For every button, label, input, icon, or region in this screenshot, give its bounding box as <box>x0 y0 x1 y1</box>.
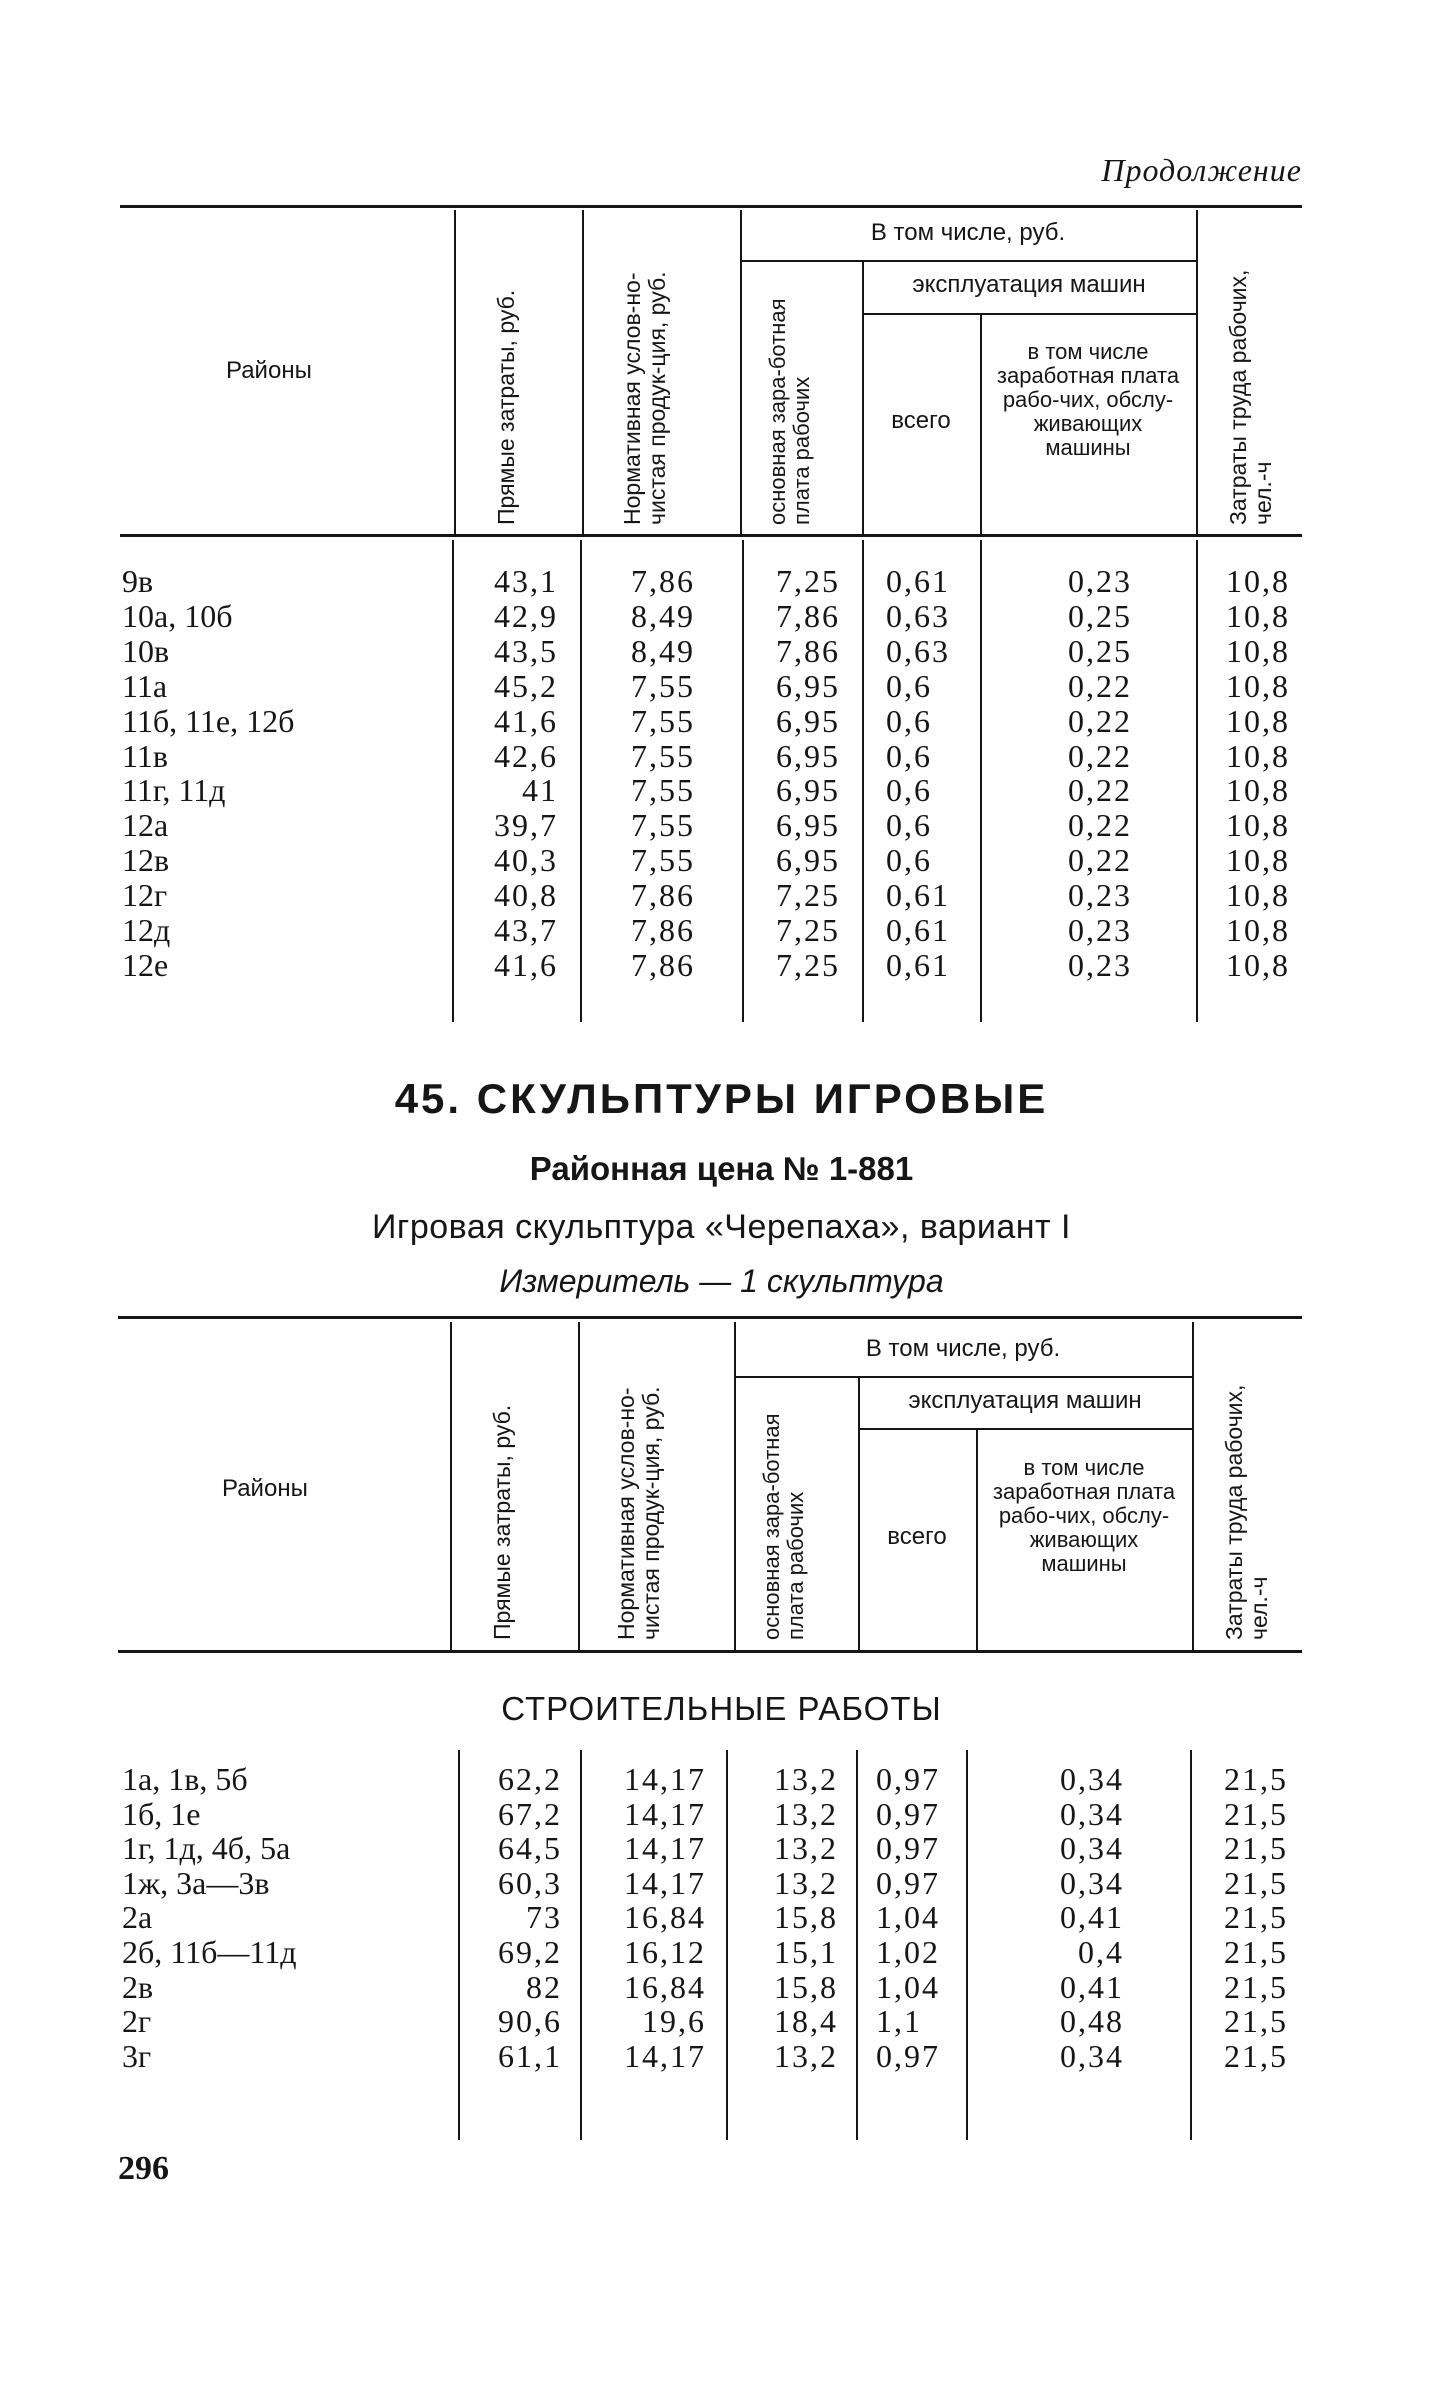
cell-direct: 64,5 <box>498 1830 562 1867</box>
table-row <box>0 1970 1443 2005</box>
cell-direct: 73 <box>526 1899 562 1936</box>
table1-header-divider <box>582 210 584 534</box>
cell-normative: 7,55 <box>631 702 695 739</box>
cell-wages: 13,2 <box>774 1864 838 1901</box>
cell-normative: 19,6 <box>642 2003 706 2040</box>
cell-wages: 15,8 <box>774 1899 838 1936</box>
table-row <box>0 1762 1443 1797</box>
cell-region: 9в <box>122 563 154 599</box>
cell-region: 11а <box>122 667 168 704</box>
table2-header-subrule <box>734 1376 1192 1378</box>
cell-wages: 6,95 <box>776 702 840 739</box>
cell-labor: 10,8 <box>1226 702 1290 739</box>
table1-header-subrule <box>740 260 1196 262</box>
cell-incl: 0,22 <box>1068 842 1132 879</box>
cell-direct: 90,6 <box>498 2003 562 2040</box>
cell-direct: 82 <box>526 1968 562 2005</box>
cell-labor: 10,8 <box>1226 877 1290 914</box>
cell-labor: 21,5 <box>1224 1934 1288 1970</box>
cell-region: 11в <box>122 737 168 774</box>
table2-top-rule <box>118 1316 1302 1319</box>
table-row <box>0 564 1443 599</box>
table2-col-wages: основная зара-ботная плата рабочих <box>759 1413 808 1640</box>
cell-total: 0,63 <box>886 632 950 669</box>
table1-header-divider <box>1196 210 1198 534</box>
cell-labor: 10,8 <box>1226 807 1290 844</box>
cell-labor: 10,8 <box>1226 842 1290 879</box>
cell-incl: 0,34 <box>1060 1795 1124 1832</box>
cell-labor: 10,8 <box>1226 632 1290 669</box>
cell-normative: 8,49 <box>631 597 695 634</box>
cell-labor: 21,5 <box>1224 2003 1288 2040</box>
cell-wages: 15,8 <box>774 1968 838 2005</box>
table1-col-incl-wages: в том числе заработная плата рабо-чих, обслу-живающих машины <box>996 339 1180 460</box>
table1-header-divider <box>862 262 864 534</box>
cell-total: 0,6 <box>886 737 932 774</box>
table2-header-divider <box>450 1322 452 1650</box>
table-row <box>0 669 1443 704</box>
cell-total: 0,97 <box>876 2037 940 2074</box>
cell-wages: 6,95 <box>776 807 840 844</box>
table2-header-divider <box>1192 1322 1194 1650</box>
table-row <box>0 2004 1443 2039</box>
cell-total: 0,6 <box>886 807 932 844</box>
table-row <box>0 704 1443 739</box>
table2-col-including: В том числе, руб. <box>865 1335 1061 1362</box>
cell-normative: 8,49 <box>631 632 695 669</box>
cell-total: 0,6 <box>886 772 932 809</box>
table2-col-incl-wages: в том числе заработная плата рабо-чих, обслу-живающих машины <box>992 1455 1176 1576</box>
cell-total: 0,63 <box>886 597 950 634</box>
cell-labor: 10,8 <box>1226 912 1290 948</box>
cell-wages: 18,4 <box>774 2003 838 2040</box>
table1-col-total: всего <box>891 407 951 434</box>
table1-header-divider <box>454 210 456 534</box>
cell-direct: 41,6 <box>494 946 558 983</box>
cell-incl: 0,23 <box>1068 912 1132 948</box>
cell-labor: 21,5 <box>1224 1830 1288 1867</box>
cell-normative: 14,17 <box>624 1761 706 1797</box>
cell-wages: 13,2 <box>774 1830 838 1867</box>
table1-col-regions: Районы <box>226 357 312 384</box>
table2-col-regions: Районы <box>222 1475 308 1502</box>
table-row <box>0 773 1443 808</box>
table1-col-labor: Затраты труда рабочих, чел.-ч <box>1225 269 1276 525</box>
group-heading: СТРОИТЕЛЬНЫЕ РАБОТЫ <box>501 1690 942 1727</box>
cell-incl: 0,22 <box>1068 667 1132 704</box>
cell-normative: 16,84 <box>624 1899 706 1936</box>
cell-incl: 0,34 <box>1060 1864 1124 1901</box>
cell-region: 2а <box>122 1899 153 1936</box>
cell-direct: 40,8 <box>494 877 558 914</box>
cell-labor: 21,5 <box>1224 1795 1288 1832</box>
cell-labor: 10,8 <box>1226 667 1290 704</box>
cell-total: 1,02 <box>876 1934 940 1970</box>
cell-total: 0,97 <box>876 1830 940 1867</box>
cell-labor: 10,8 <box>1226 946 1290 983</box>
cell-region: 3г <box>122 2037 152 2074</box>
table2-col-total: всего <box>887 1523 947 1550</box>
measure-line: Измеритель — 1 скульптура <box>499 1263 944 1299</box>
cell-normative: 14,17 <box>624 1864 706 1901</box>
table-row <box>0 1866 1443 1901</box>
cell-direct: 69,2 <box>498 1934 562 1970</box>
cell-normative: 7,55 <box>631 842 695 879</box>
cell-total: 1,04 <box>876 1899 940 1936</box>
page-number: 296 <box>118 2150 169 2187</box>
cell-direct: 43,7 <box>494 912 558 948</box>
cell-labor: 21,5 <box>1224 1899 1288 1936</box>
cell-incl: 0,23 <box>1068 946 1132 983</box>
cell-labor: 21,5 <box>1224 1761 1288 1797</box>
cell-wages: 6,95 <box>776 667 840 704</box>
cell-incl: 0,23 <box>1068 563 1132 599</box>
cell-incl: 0,48 <box>1060 2003 1124 2040</box>
cell-wages: 15,1 <box>774 1934 838 1970</box>
table-row <box>0 1831 1443 1866</box>
cell-normative: 16,12 <box>624 1934 706 1970</box>
table1-header-divider <box>740 210 742 534</box>
cell-total: 0,97 <box>876 1761 940 1797</box>
cell-normative: 7,86 <box>631 563 695 599</box>
cell-incl: 0,23 <box>1068 877 1132 914</box>
cell-total: 1,1 <box>876 2003 922 2040</box>
table1-col-direct: Прямые затраты, руб. <box>493 289 519 525</box>
table1-header-subrule <box>862 313 1196 315</box>
cell-incl: 0,41 <box>1060 1968 1124 2005</box>
table-row <box>0 948 1443 983</box>
cell-direct: 45,2 <box>494 667 558 704</box>
cell-normative: 14,17 <box>624 2037 706 2074</box>
table2-header-divider <box>858 1378 860 1650</box>
cell-labor: 10,8 <box>1226 563 1290 599</box>
table1-header-divider <box>980 315 982 534</box>
cell-normative: 7,86 <box>631 912 695 948</box>
cell-region: 12а <box>122 807 169 844</box>
table-row <box>0 634 1443 669</box>
cell-incl: 0,22 <box>1068 737 1132 774</box>
cell-normative: 14,17 <box>624 1830 706 1867</box>
cell-incl: 0,4 <box>1078 1934 1124 1970</box>
district-price-line: Районная цена № 1-881 <box>529 1150 914 1187</box>
cell-wages: 6,95 <box>776 772 840 809</box>
table2-header-bottom-rule <box>118 1650 1302 1653</box>
cell-region: 11б, 11е, 12б <box>122 702 295 739</box>
table2-col-labor: Затраты труда рабочих, чел.-ч <box>1221 1384 1272 1640</box>
cell-direct: 41 <box>522 772 558 809</box>
cell-labor: 21,5 <box>1224 1968 1288 2005</box>
cell-total: 0,6 <box>886 667 932 704</box>
table2-header-subrule <box>858 1428 1192 1430</box>
table-row <box>0 878 1443 913</box>
cell-wages: 7,86 <box>776 632 840 669</box>
cell-incl: 0,34 <box>1060 2037 1124 2074</box>
cell-wages: 7,86 <box>776 597 840 634</box>
cell-incl: 0,22 <box>1068 702 1132 739</box>
table1-col-including: В том числе, руб. <box>870 219 1066 246</box>
table2-col-machine-ops: эксплуатация машин <box>908 1387 1142 1414</box>
cell-region: 2г <box>122 2003 152 2040</box>
table-row <box>0 1797 1443 1832</box>
table2-header-divider <box>578 1322 580 1650</box>
cell-incl: 0,41 <box>1060 1899 1124 1936</box>
cell-region: 10а, 10б <box>122 597 233 634</box>
table1-col-wages: основная зара-ботная плата рабочих <box>765 298 814 525</box>
cell-total: 0,97 <box>876 1864 940 1901</box>
cell-total: 0,97 <box>876 1795 940 1832</box>
cell-labor: 10,8 <box>1226 772 1290 809</box>
table-row <box>0 1935 1443 1970</box>
cell-normative: 16,84 <box>624 1968 706 2005</box>
cell-incl: 0,22 <box>1068 807 1132 844</box>
cell-direct: 42,9 <box>494 597 558 634</box>
table-row <box>0 599 1443 634</box>
cell-incl: 0,25 <box>1068 632 1132 669</box>
table-row <box>0 913 1443 948</box>
cell-normative: 7,55 <box>631 667 695 704</box>
cell-wages: 7,25 <box>776 563 840 599</box>
cell-labor: 10,8 <box>1226 597 1290 634</box>
cell-total: 0,6 <box>886 842 932 879</box>
cell-incl: 0,25 <box>1068 597 1132 634</box>
cell-total: 0,61 <box>886 946 950 983</box>
table-row <box>0 739 1443 774</box>
table-row <box>0 843 1443 878</box>
table2-header-divider <box>976 1430 978 1650</box>
cell-total: 0,61 <box>886 912 950 948</box>
continuation-label: Продолжение <box>1101 152 1302 188</box>
section-title: 45. СКУЛЬПТУРЫ ИГРОВЫЕ <box>394 1075 1049 1122</box>
cell-wages: 7,25 <box>776 912 840 948</box>
cell-normative: 14,17 <box>624 1795 706 1832</box>
cell-region: 12д <box>122 912 171 948</box>
cell-normative: 7,55 <box>631 772 695 809</box>
cell-direct: 43,1 <box>494 563 558 599</box>
cell-region: 2б, 11б—11д <box>122 1934 297 1970</box>
table1-header-bottom-rule <box>120 534 1302 537</box>
table2-col-normative: Нормативная услов-но-чистая продук-ция, руб. <box>613 1386 664 1640</box>
cell-region: 12в <box>122 842 170 879</box>
cell-region: 10в <box>122 632 170 669</box>
cell-direct: 42,6 <box>494 737 558 774</box>
cell-total: 0,61 <box>886 563 950 599</box>
cell-wages: 7,25 <box>776 946 840 983</box>
table-row <box>0 808 1443 843</box>
cell-region: 1а, 1в, 5б <box>122 1761 248 1797</box>
cell-incl: 0,22 <box>1068 772 1132 809</box>
cell-region: 2в <box>122 1968 154 2005</box>
cell-total: 0,61 <box>886 877 950 914</box>
cell-normative: 7,55 <box>631 807 695 844</box>
cell-direct: 60,3 <box>498 1864 562 1901</box>
cell-wages: 7,25 <box>776 877 840 914</box>
cell-region: 1г, 1д, 4б, 5а <box>122 1830 291 1867</box>
cell-region: 11г, 11д <box>122 772 226 809</box>
cell-region: 12г <box>122 877 168 914</box>
cell-labor: 21,5 <box>1224 2037 1288 2074</box>
cell-incl: 0,34 <box>1060 1761 1124 1797</box>
table1-top-rule <box>120 205 1302 208</box>
cell-wages: 6,95 <box>776 737 840 774</box>
cell-direct: 39,7 <box>494 807 558 844</box>
cell-normative: 7,55 <box>631 737 695 774</box>
cell-direct: 43,5 <box>494 632 558 669</box>
cell-normative: 7,86 <box>631 877 695 914</box>
sculpture-subtitle: Игровая скульптура «Черепаха», вариант I <box>371 1208 1071 1246</box>
cell-wages: 13,2 <box>774 1761 838 1797</box>
table1-col-machine-ops: эксплуатация машин <box>912 271 1146 298</box>
cell-wages: 13,2 <box>774 1795 838 1832</box>
table-row <box>0 2039 1443 2074</box>
cell-direct: 62,2 <box>498 1761 562 1797</box>
cell-total: 0,6 <box>886 702 932 739</box>
cell-wages: 13,2 <box>774 2037 838 2074</box>
table1-col-normative: Нормативная услов-но-чистая продук-ция, руб. <box>619 271 670 525</box>
cell-total: 1,04 <box>876 1968 940 2005</box>
cell-direct: 40,3 <box>494 842 558 879</box>
cell-labor: 10,8 <box>1226 737 1290 774</box>
cell-region: 12е <box>122 946 169 983</box>
cell-direct: 67,2 <box>498 1795 562 1832</box>
table2-col-direct: Прямые затраты, руб. <box>489 1404 515 1640</box>
cell-normative: 7,86 <box>631 946 695 983</box>
table2-header-divider <box>734 1322 736 1650</box>
cell-region: 1б, 1е <box>122 1795 201 1832</box>
cell-region: 1ж, 3а—3в <box>122 1864 270 1901</box>
cell-direct: 61,1 <box>498 2037 562 2074</box>
cell-labor: 21,5 <box>1224 1864 1288 1901</box>
table-row <box>0 1900 1443 1935</box>
cell-wages: 6,95 <box>776 842 840 879</box>
cell-incl: 0,34 <box>1060 1830 1124 1867</box>
cell-direct: 41,6 <box>494 702 558 739</box>
